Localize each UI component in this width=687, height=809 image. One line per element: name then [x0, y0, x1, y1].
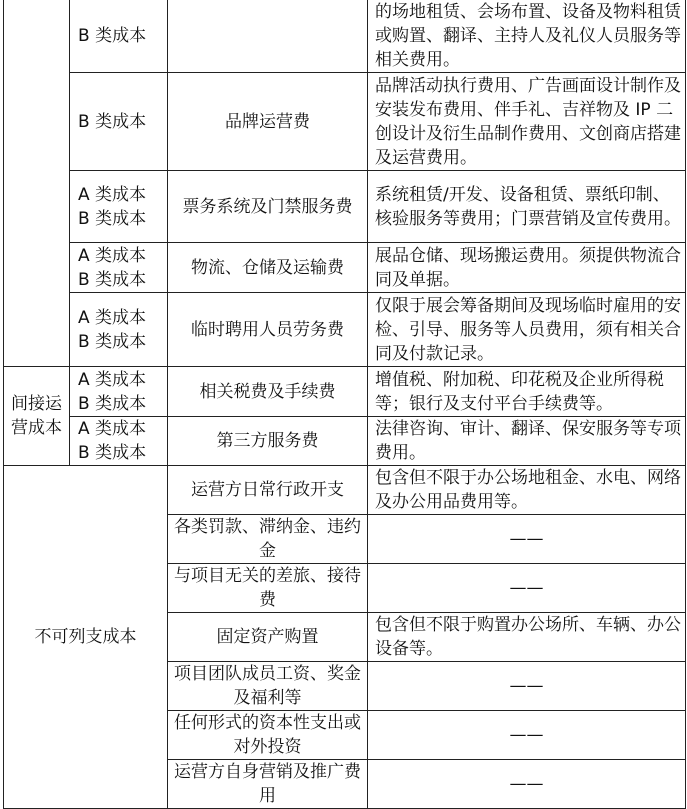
table-row [4, 367, 686, 417]
description-cell: 增值税、附加税、印花税及企业所得税等；银行及支付平台手续费等。 [368, 367, 686, 417]
item-cell: 第三方服务费 [168, 417, 368, 466]
description-cell: 仅限于展会筹备期间及现场临时雇用的安检、引导、服务等人员费用，须有相关合同及付款记录。 [368, 293, 686, 367]
table-row [4, 243, 686, 293]
table-row [4, 466, 686, 515]
description-cell: 的场地租赁、会场布置、设备及物料租赁或购置、翻译、主持人及礼仪人员服务等相关费用。 [368, 0, 686, 73]
description-cell: 包含但不限于办公场地租金、水电、网络及办公用品费用等。 [368, 466, 686, 515]
description-cell: —— [368, 515, 686, 564]
cost-type-label: A 类成本 [78, 419, 147, 439]
cost-type-cell [70, 367, 168, 417]
cost-type-label: A 类成本 [78, 184, 147, 205]
item-cell: 品牌运营费 [168, 73, 368, 171]
item-cell: 各类罚款、滞纳金、违约金 [168, 515, 368, 564]
cost-type-label: B 类成本 [78, 25, 147, 46]
table-row [4, 0, 686, 73]
cost-type-label: A 类成本 [78, 369, 147, 390]
indirect-cost-category-cell: 间接运营成本 [4, 367, 70, 466]
cost-type-cell [70, 171, 168, 243]
description-cell: 展品仓储、现场搬运费用。须提供物流合同及单据。 [368, 243, 686, 293]
description-cell: 法律咨询、审计、翻译、保安服务等专项费用。 [368, 417, 686, 466]
item-cell: 运营方自身营销及推广费用 [168, 760, 368, 809]
table-row [4, 73, 686, 171]
item-cell: 固定资产购置 [168, 613, 368, 662]
item-cell: 运营方日常行政开支 [168, 466, 368, 515]
table-row [4, 417, 686, 466]
cost-type-cell [70, 0, 168, 73]
cost-type-label: B 类成本 [78, 331, 147, 352]
description-cell: —— [368, 760, 686, 809]
item-cell: 任何形式的资本性支出或对外投资 [168, 711, 368, 760]
description-cell: 系统租赁/开发、设备租赁、票纸印制、核验服务等费用；门票营销及宣传费用。 [368, 171, 686, 243]
cost-type-cell [70, 243, 168, 293]
cost-type-label: B 类成本 [78, 269, 147, 290]
cost-type-cell [70, 417, 168, 466]
description-cell: —— [368, 564, 686, 613]
description-cell: 包含但不限于购置办公场所、车辆、办公设备等。 [368, 613, 686, 662]
description-cell: 品牌活动执行费用、广告画面设计制作及安装发布费用、伴手礼、吉祥物及 IP 二创设计及衍生品制作费用、文创商店搭建及运营费用。 [368, 73, 686, 171]
item-cell: 物流、仓储及运输费 [168, 243, 368, 293]
item-cell: 临时聘用人员劳务费 [168, 293, 368, 367]
cost-type-label: B 类成本 [78, 111, 147, 132]
description-cell: —— [368, 711, 686, 760]
cost-table [3, 0, 686, 809]
table-row [4, 293, 686, 367]
item-cell: 与项目无关的差旅、接待费 [168, 564, 368, 613]
nonlisted-cost-category-cell: 不可列支成本 [4, 466, 168, 809]
table-row [4, 171, 686, 243]
cost-type-label: B 类成本 [78, 443, 147, 463]
cost-type-label: A 类成本 [78, 307, 147, 328]
cost-type-label: B 类成本 [78, 393, 147, 414]
direct-cost-category-cell [4, 0, 70, 367]
cost-type-label: A 类成本 [78, 245, 147, 266]
item-cell: 项目团队成员工资、奖金及福利等 [168, 662, 368, 711]
cost-type-cell [70, 293, 168, 367]
cost-type-label: B 类成本 [78, 208, 147, 229]
item-cell: 票务系统及门禁服务费 [168, 171, 368, 243]
description-cell: —— [368, 662, 686, 711]
item-cell [168, 0, 368, 73]
item-cell: 相关税费及手续费 [168, 367, 368, 417]
cost-type-cell [70, 73, 168, 171]
